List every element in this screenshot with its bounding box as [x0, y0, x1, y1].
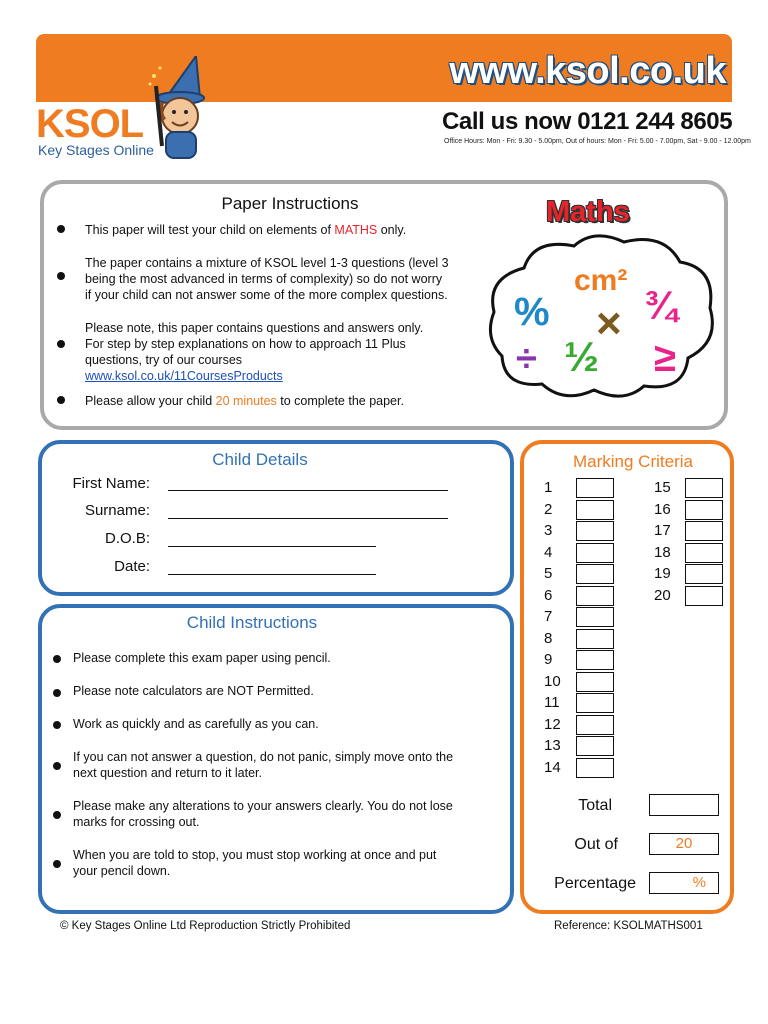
- percentage-label: Percentage: [554, 875, 636, 892]
- mark-number: 18: [654, 543, 671, 561]
- cm-squared-symbol: cm²: [574, 264, 628, 297]
- minutes-highlight: 20 minutes: [215, 394, 277, 408]
- first-name-label: First Name:: [72, 475, 150, 492]
- mark-number: 19: [654, 565, 671, 582]
- surname-field[interactable]: [168, 518, 448, 519]
- mark-number: 13: [544, 737, 561, 754]
- copyright-footer: © Key Stages Online Ltd Reproduction Strictly Prohibited: [60, 920, 351, 932]
- date-field[interactable]: [168, 574, 376, 575]
- child-instruction-4: [73, 749, 453, 781]
- instruction-line: if your child can not answer some of the more complex questions.: [85, 288, 448, 302]
- bullet-icon: [53, 762, 61, 770]
- mark-box[interactable]: [685, 564, 723, 584]
- instruction-text: This paper will test your child on elements of: [85, 223, 335, 237]
- mark-box[interactable]: [685, 543, 723, 563]
- instruction-line: For step by step explanations on how to approach 11 Plus: [85, 337, 406, 351]
- courses-link[interactable]: www.ksol.co.uk/11CoursesProducts: [85, 369, 283, 383]
- paper-instruction-4: [85, 393, 404, 409]
- greater-equal-symbol: ≥: [654, 336, 676, 380]
- instruction-line: marks for crossing out.: [73, 815, 200, 829]
- site-url[interactable]: www.ksol.co.uk: [449, 50, 726, 92]
- wizard-mascot-icon: [148, 56, 218, 160]
- child-instructions-title: Child Instructions: [186, 613, 318, 632]
- mark-number: 6: [544, 586, 553, 604]
- mark-number: 4: [544, 543, 553, 561]
- mark-number: 16: [654, 500, 671, 518]
- instruction-line: your pencil down.: [73, 864, 171, 878]
- instruction-text: to complete the paper.: [276, 394, 404, 408]
- child-instruction-5: [73, 798, 453, 830]
- mark-number: 11: [544, 694, 560, 711]
- total-label: Total: [578, 797, 612, 814]
- mark-box[interactable]: [576, 758, 614, 778]
- mark-box[interactable]: [576, 693, 614, 713]
- paper-instruction-2: [85, 255, 449, 303]
- child-instruction-3: Work as quickly and as carefully as you can.: [73, 717, 319, 731]
- mark-box[interactable]: [576, 672, 614, 692]
- bullet-icon: [57, 340, 65, 348]
- dob-label: D.O.B:: [104, 530, 150, 547]
- mark-box[interactable]: [576, 478, 614, 498]
- total-box[interactable]: [649, 794, 719, 816]
- mark-box[interactable]: [576, 500, 614, 520]
- mark-box[interactable]: [685, 500, 723, 520]
- child-instruction-2: Please note calculators are NOT Permitted.: [73, 684, 314, 698]
- instruction-line: The paper contains a mixture of KSOL level 1-3 questions (level 3: [85, 256, 449, 270]
- mark-number: 14: [544, 758, 561, 776]
- mark-box[interactable]: [576, 715, 614, 735]
- out-of-label: Out of: [574, 836, 618, 853]
- call-us-phone: Call us now 0121 244 8605: [442, 108, 733, 135]
- instruction-line: If you can not answer a question, do not panic, simply move onto the: [73, 750, 454, 764]
- mark-number: 2: [544, 500, 553, 518]
- percent-symbol: %: [514, 290, 550, 334]
- dob-field[interactable]: [168, 546, 376, 547]
- times-symbol: ×: [596, 299, 622, 348]
- mark-box[interactable]: [576, 543, 614, 563]
- bullet-icon: [53, 655, 61, 663]
- mark-number: 3: [544, 522, 553, 539]
- mark-box[interactable]: [576, 736, 614, 756]
- instruction-line: being the most advanced in terms of complexity) so do not worry: [85, 272, 443, 286]
- instruction-line: next question and return to it later.: [73, 766, 263, 780]
- bullet-icon: [57, 225, 65, 233]
- mark-box[interactable]: [576, 586, 614, 606]
- mark-box[interactable]: [576, 650, 614, 670]
- child-details-title: Child Details: [212, 450, 308, 469]
- divide-symbol: ÷: [516, 338, 537, 380]
- mark-box[interactable]: [576, 521, 614, 541]
- maths-highlight: MATHS: [334, 223, 378, 237]
- mark-box[interactable]: [685, 521, 723, 541]
- instruction-line: questions, try of our courses: [85, 353, 243, 367]
- child-instruction-6: [73, 847, 436, 879]
- mark-number: 15: [654, 479, 671, 496]
- three-quarters-symbol: ¾: [644, 284, 678, 328]
- mark-number: 10: [544, 672, 561, 690]
- bullet-icon: [53, 860, 61, 868]
- mark-number: 9: [544, 651, 553, 668]
- bullet-icon: [53, 721, 61, 729]
- surname-label: Surname:: [84, 502, 150, 519]
- maths-title-graphic: Maths: [546, 196, 630, 228]
- percentage-box[interactable]: %: [649, 872, 719, 894]
- paper-instructions-title: Paper Instructions: [221, 194, 359, 213]
- logo-subtitle: Key Stages Online: [38, 142, 154, 158]
- mark-number: 12: [544, 715, 561, 733]
- bullet-icon: [53, 811, 61, 819]
- mark-box[interactable]: [685, 478, 723, 498]
- mark-number: 20: [654, 586, 671, 604]
- first-name-field[interactable]: [168, 490, 448, 491]
- instruction-text: Please allow your child: [85, 394, 216, 408]
- mark-number: 17: [654, 522, 671, 539]
- mark-number: 5: [544, 565, 553, 582]
- mark-box[interactable]: [576, 564, 614, 584]
- bullet-icon: [53, 689, 61, 697]
- bullet-icon: [57, 272, 65, 280]
- mark-number: 1: [544, 479, 553, 496]
- paper-instruction-1: [85, 222, 406, 238]
- paper-instruction-3: [85, 320, 423, 384]
- reference-footer: Reference: KSOLMATHS001: [554, 920, 703, 932]
- half-symbol: ½: [564, 333, 600, 380]
- instruction-line: Please note, this paper contains questions and answers only.: [85, 321, 424, 335]
- out-of-box: 20: [649, 833, 719, 855]
- marking-criteria-title: Marking Criteria: [573, 452, 693, 471]
- bullet-icon: [57, 396, 65, 404]
- instruction-line: Please make any alterations to your answers clearly. You do not lose: [73, 799, 453, 813]
- ksol-logo: KSOL: [36, 102, 144, 146]
- mark-number: 7: [544, 608, 553, 625]
- instruction-line: When you are told to stop, you must stop working at once and put: [73, 848, 437, 862]
- child-instruction-1: Please complete this exam paper using pencil.: [73, 651, 331, 665]
- date-label: Date:: [114, 558, 150, 575]
- mark-box[interactable]: [576, 629, 614, 649]
- instruction-text: only.: [377, 223, 407, 237]
- office-hours: Office Hours: Mon - Fri: 9.30 - 5.00pm, Out of hours: Mon - Fri: 5.00 - 7.00pm, Sat - 9.00 - 12.00pm: [444, 138, 751, 145]
- mark-number: 8: [544, 629, 553, 647]
- mark-box[interactable]: [685, 586, 723, 606]
- mark-box[interactable]: [576, 607, 614, 627]
